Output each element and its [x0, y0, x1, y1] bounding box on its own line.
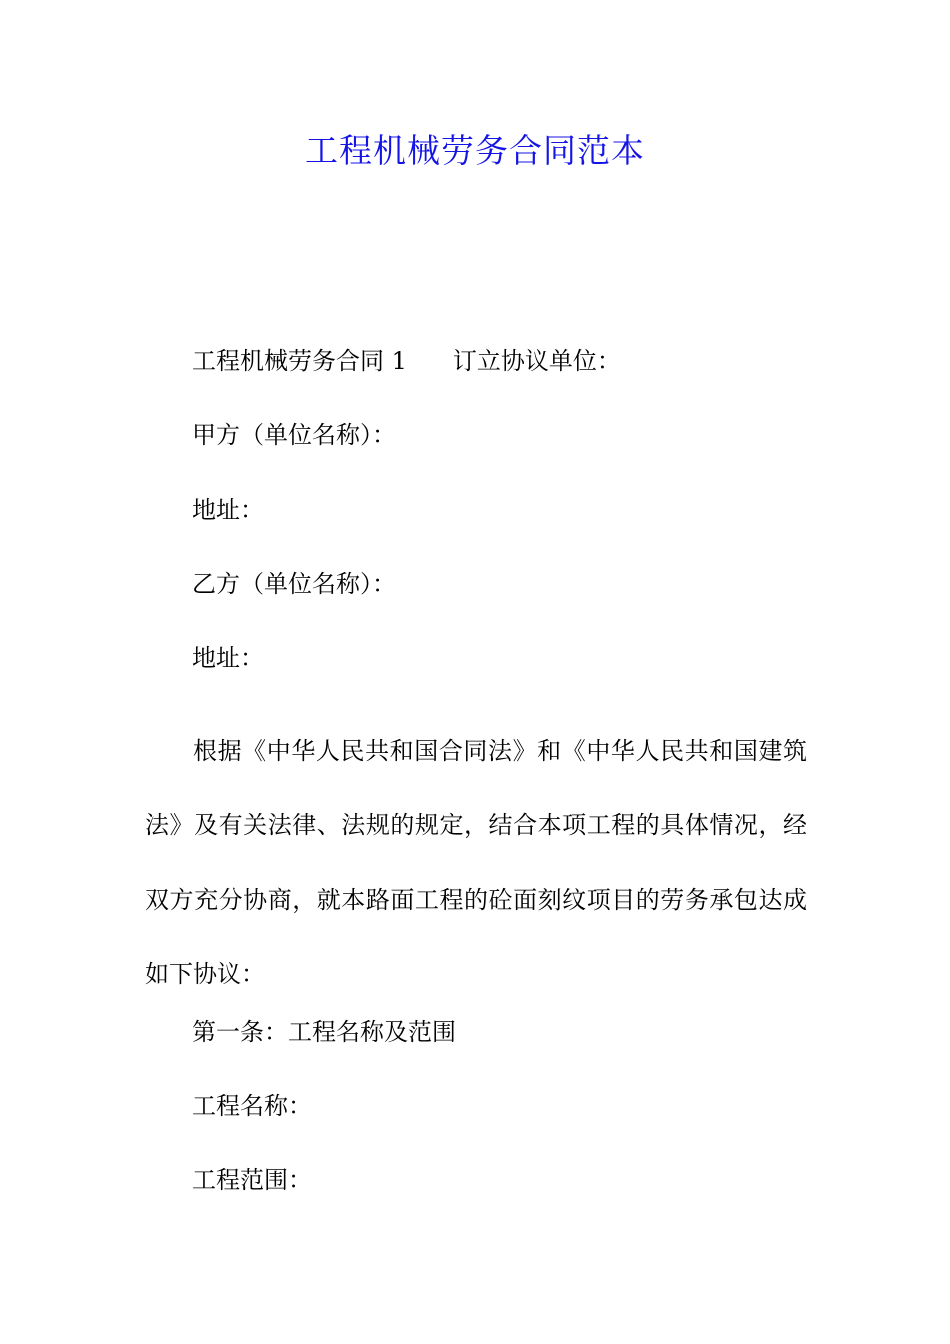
- address-a-line: 地址：: [192, 496, 264, 524]
- document-title: 工程机械劳务合同范本: [305, 131, 645, 170]
- intro-paragraph: 根据《中华人民共和国合同法》和《中华人民共和国建筑法》及有关法律、法规的规定，结合本项工程的具体情况，经双方充分协商，就本路面工程的砼面刻纹项目的劳务承包达成如下协议：: [145, 737, 807, 988]
- party-a-line: 甲方（单位名称）：: [192, 421, 396, 449]
- party-b-line: 乙方（单位名称）：: [192, 570, 396, 598]
- contract-heading-left: 工程机械劳务合同 1: [192, 347, 407, 375]
- project-scope-line: 工程范围：: [192, 1166, 312, 1194]
- address-b-line: 地址：: [192, 644, 264, 672]
- article-1-title: 第一条：工程名称及范围: [192, 1018, 456, 1046]
- project-name-line: 工程名称：: [192, 1092, 312, 1120]
- contract-heading-line: [192, 344, 621, 378]
- contract-heading-right: 订立协议单位：: [452, 347, 621, 375]
